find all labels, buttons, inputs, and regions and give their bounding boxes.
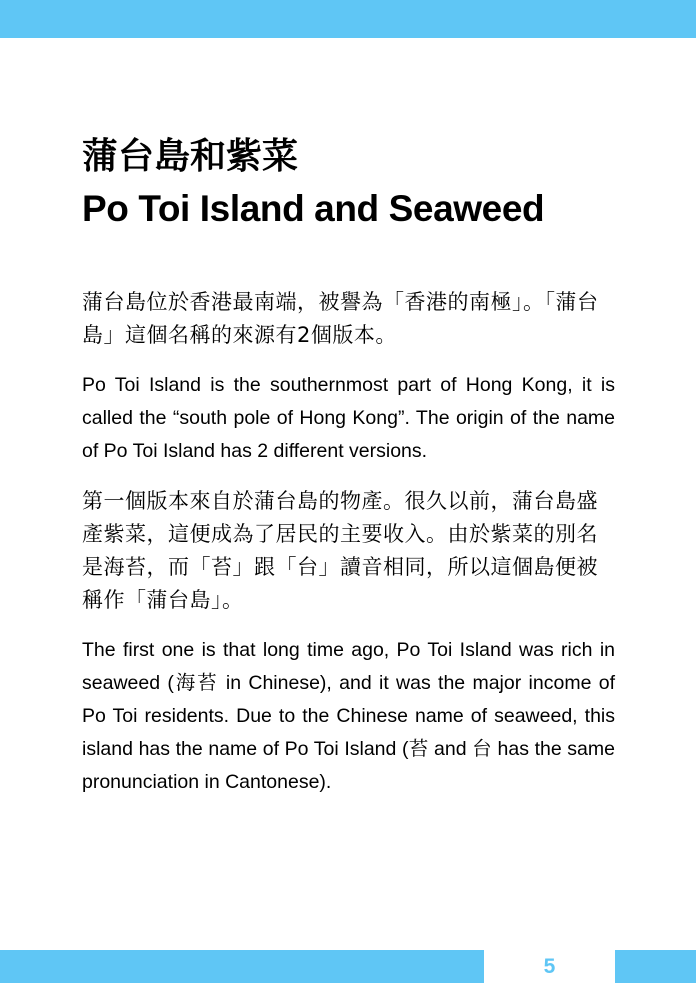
footer-bar-right [615, 950, 696, 983]
paragraph-version1-chinese: 第一個版本來自於蒲台島的物產。很久以前，蒲台島盛產紫菜，這便成為了居民的主要收入。由於紫菜的別名是海苔，而「苔」跟「台」讀音相同，所以這個島便被稱作「蒲台島」。 [82, 489, 598, 612]
paragraph-intro-chinese: 蒲台島位於香港最南端，被譽為「香港的南極」。「蒲台島」這個名稱的來源有2個版本。 [82, 290, 599, 347]
paragraph-version1-english: The first one is that long time ago, Po Toi Island was rich in seaweed (海苔 in Chinese), and it was the major income of Po Toi residents. Due to the Chinese name of seaweed, this island has the name of Po Toi Island (苔 and 台 has the same pronunciation in Cantonese). [82, 639, 615, 793]
paragraph-intro-english: Po Toi Island is the southernmost part of Hong Kong, it is called the “south pole of Hong Kong”. The origin of the name of Po Toi Island has 2 different versions. [82, 374, 615, 462]
footer-bar-left [0, 950, 484, 983]
page-number: 5 [543, 955, 556, 978]
page-title-english: Po Toi Island and Seaweed [82, 188, 545, 229]
header-bar [0, 0, 696, 38]
page-content [82, 132, 615, 799]
page-title-chinese: 蒲台島和紫菜 [82, 136, 299, 177]
